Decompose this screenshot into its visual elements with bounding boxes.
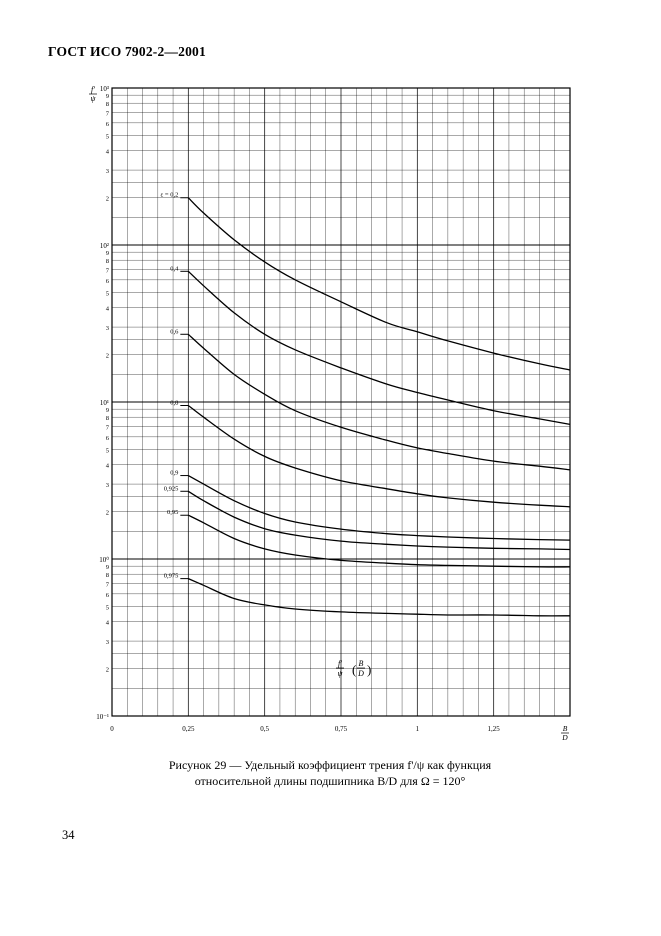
axis-titles [89, 85, 569, 742]
series-line-0 [188, 198, 570, 370]
x-tick-labels [110, 725, 500, 733]
series-label-6: 0,95 [166, 509, 179, 517]
figure-caption-line-2: относительной длины подшипника B/D для Ω = 120° [194, 774, 466, 788]
y-tick-label: 10² [99, 242, 109, 250]
y-tick-label: 5 [105, 133, 109, 141]
y-tick-label: 2 [105, 509, 109, 517]
series-line-4 [188, 476, 570, 540]
x-axis-symbol-num: B [562, 724, 568, 733]
series-label-2: 0,6 [170, 328, 179, 336]
x-tick-label: 0,5 [260, 725, 270, 733]
curve-annotation [336, 659, 371, 678]
y-tick-label: 4 [105, 462, 109, 470]
y-tick-label: 7 [105, 581, 109, 589]
x-tick-label: 0,25 [182, 725, 195, 733]
y-tick-label: 4 [105, 148, 109, 156]
x-tick-label: 0,75 [334, 725, 348, 733]
series-line-3 [188, 406, 570, 507]
y-tick-label: 6 [105, 120, 109, 128]
y-tick-label: 8 [105, 415, 109, 423]
annotation-inner-den: D [358, 669, 364, 678]
y-tick-label: 5 [105, 447, 109, 455]
y-tick-label: 9 [105, 407, 109, 415]
y-tick-label: 3 [105, 639, 109, 647]
y-tick-label: 4 [105, 305, 109, 313]
y-tick-labels [96, 85, 110, 721]
y-tick-label: 6 [105, 434, 109, 442]
series-labels [161, 192, 189, 580]
series-label-5: 0,925 [163, 485, 179, 493]
x-axis-symbol-den: D [562, 733, 568, 742]
y-axis-symbol-num: f' [91, 85, 95, 94]
x-tick-label: 1 [415, 725, 420, 733]
y-tick-label: 3 [105, 168, 109, 176]
y-tick-label: 10⁰ [99, 556, 109, 564]
y-tick-label: 8 [105, 258, 109, 266]
chart-grid [112, 88, 570, 716]
series-label-0: ε = 0,2 [160, 191, 179, 199]
y-tick-label: 7 [105, 267, 109, 275]
y-tick-label: 6 [105, 591, 109, 599]
x-tick-label: 0 [110, 725, 114, 733]
annotation-num: f' [338, 659, 342, 668]
x-axis-symbol [561, 724, 569, 742]
annotation-paren-open: ( [352, 662, 357, 677]
y-tick-label: 6 [105, 277, 109, 285]
y-tick-label: 3 [105, 325, 109, 333]
y-tick-label: 3 [105, 482, 109, 490]
figure-caption-line-1: Рисунок 29 — Удельный коэффициент трения f'/ψ как функция [168, 758, 492, 772]
y-tick-label: 5 [105, 604, 109, 612]
series-label-3: 0,8 [170, 399, 179, 407]
y-tick-label: 9 [105, 564, 109, 572]
series-line-7 [188, 579, 570, 616]
page-number: 34 [62, 828, 75, 842]
y-tick-label: 10¹ [99, 399, 109, 407]
y-tick-label: 10⁻¹ [96, 713, 109, 721]
y-tick-label: 9 [105, 250, 109, 258]
series-label-1: 0,4 [170, 265, 179, 273]
annotation-den: ψ [337, 669, 343, 678]
y-tick-label: 7 [105, 424, 109, 432]
y-tick-label: 10³ [99, 85, 109, 93]
y-tick-label: 8 [105, 101, 109, 109]
series-line-5 [188, 491, 570, 549]
y-axis-symbol [89, 85, 97, 103]
series-label-7: 0,975 [163, 572, 179, 580]
document-header: ГОСТ ИСО 7902-2—2001 [48, 44, 206, 59]
y-axis-symbol-den: ψ [90, 94, 96, 103]
y-tick-label: 9 [105, 93, 109, 101]
x-tick-label: 1,25 [487, 725, 500, 733]
annotation-paren-close: ) [367, 662, 372, 677]
series-label-4: 0,9 [170, 469, 179, 477]
y-tick-label: 7 [105, 110, 109, 118]
annotation-inner-num: B [358, 659, 364, 668]
y-tick-label: 2 [105, 195, 109, 203]
y-tick-label: 8 [105, 572, 109, 580]
y-tick-label: 4 [105, 619, 109, 627]
series-line-1 [188, 271, 570, 424]
y-tick-label: 5 [105, 290, 109, 298]
y-tick-label: 2 [105, 666, 109, 674]
y-tick-label: 2 [105, 352, 109, 360]
